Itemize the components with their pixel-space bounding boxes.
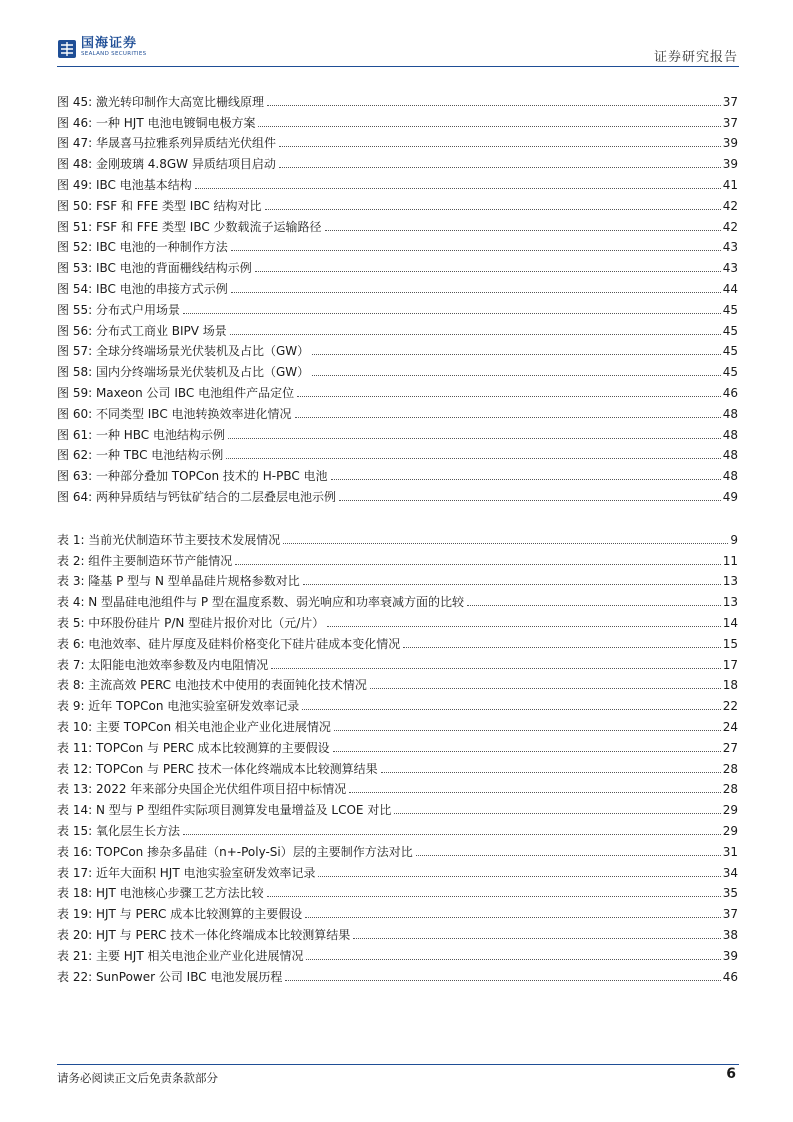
table-entry[interactable] <box>57 734 738 755</box>
dot-leader <box>339 500 721 501</box>
table-entry-label: 表 14: N 型与 P 型组件实际项目测算发电量增益及 LCOE 对比 <box>57 803 392 818</box>
table-entry[interactable] <box>57 651 738 672</box>
dot-leader <box>327 626 720 627</box>
table-entry[interactable] <box>57 526 738 547</box>
header-divider <box>57 66 739 67</box>
figure-entry[interactable] <box>57 88 738 109</box>
dot-leader <box>255 271 721 272</box>
figure-entry-label: 图 49: IBC 电池基本结构 <box>57 177 192 192</box>
table-entry-page: 28 <box>722 782 738 797</box>
dot-leader <box>331 479 721 480</box>
brand-logo <box>57 36 177 66</box>
dot-leader <box>283 543 728 544</box>
figure-entry[interactable] <box>57 150 738 171</box>
table-entry[interactable] <box>57 776 738 797</box>
page-header <box>57 36 738 66</box>
table-entry[interactable] <box>57 796 738 817</box>
figure-entry-label: 图 46: 一种 HJT 电池电镀铜电极方案 <box>57 115 256 130</box>
figure-entry[interactable] <box>57 400 738 421</box>
table-entry-page: 13 <box>722 595 738 610</box>
table-entry[interactable] <box>57 817 738 838</box>
table-entry-page: 22 <box>722 699 738 714</box>
report-type-label: 证券研究报告 <box>653 50 738 65</box>
dot-leader <box>279 167 721 168</box>
table-entry-page: 13 <box>722 574 738 589</box>
table-entry-label: 表 21: 主要 HJT 相关电池企业产业化进展情况 <box>57 948 304 963</box>
figure-entry[interactable] <box>57 462 738 483</box>
figure-entry-label: 图 59: Maxeon 公司 IBC 电池组件产品定位 <box>57 385 295 400</box>
dot-leader <box>267 105 721 106</box>
table-entry[interactable] <box>57 609 738 630</box>
table-entry-page: 9 <box>730 532 738 547</box>
table-entry-label: 表 19: HJT 与 PERC 成本比较测算的主要假设 <box>57 907 303 922</box>
figure-entry[interactable] <box>57 171 738 192</box>
disclaimer-note: 请务必阅读正文后免责条款部分 <box>57 1071 218 1085</box>
dot-leader <box>231 292 721 293</box>
dot-leader <box>226 458 720 459</box>
figure-entry-page: 48 <box>722 406 738 421</box>
table-entry-page: 34 <box>722 865 738 880</box>
dot-leader <box>302 709 720 710</box>
figure-entry-label: 图 55: 分布式户用场景 <box>57 302 180 317</box>
figure-entry-label: 图 52: IBC 电池的一种制作方法 <box>57 240 228 255</box>
table-entry-label: 表 15: 氧化层生长方法 <box>57 823 180 838</box>
table-entry-label: 表 2: 组件主要制造环节产能情况 <box>57 553 233 568</box>
dot-leader <box>370 688 721 689</box>
dot-leader <box>267 896 721 897</box>
page-number: 6 <box>726 1066 736 1082</box>
figure-entry[interactable] <box>57 338 738 359</box>
dot-leader <box>230 334 721 335</box>
figure-entry-page: 45 <box>722 302 738 317</box>
table-entry-page: 17 <box>722 657 738 672</box>
table-entry[interactable] <box>57 588 738 609</box>
table-entry-label: 表 9: 近年 TOPCon 电池实验室研发效率记录 <box>57 699 300 714</box>
figure-entry-page: 49 <box>722 489 738 504</box>
table-entry-page: 29 <box>722 803 738 818</box>
dot-leader <box>467 605 721 606</box>
table-entry-page: 31 <box>722 844 738 859</box>
dot-leader <box>271 668 720 669</box>
table-entry-label: 表 7: 太阳能电池效率参数及内电阻情况 <box>57 657 269 672</box>
figure-entry-page: 43 <box>722 261 738 276</box>
table-entry-label: 表 11: TOPCon 与 PERC 成本比较测算的主要假设 <box>57 740 330 755</box>
figure-entry-page: 41 <box>722 177 738 192</box>
figure-entry-label: 图 64: 两种异质结与钙钛矿结合的二层叠层电池示例 <box>57 489 336 504</box>
figure-entry-label: 图 51: FSF 和 FFE 类型 IBC 少数载流子运输路径 <box>57 219 322 234</box>
figure-entry-label: 图 57: 全球分终端场景光伏装机及占比（GW） <box>57 344 310 359</box>
figure-entry[interactable] <box>57 483 738 504</box>
table-entry-page: 29 <box>722 823 738 838</box>
figure-entry-page: 44 <box>722 281 738 296</box>
table-entry[interactable] <box>57 568 738 589</box>
dot-leader <box>297 396 721 397</box>
figure-entry[interactable] <box>57 192 738 213</box>
dot-leader <box>333 751 721 752</box>
figure-index-list <box>57 88 738 504</box>
table-entry-label: 表 6: 电池效率、硅片厚度及硅料价格变化下硅片硅成本变化情况 <box>57 636 401 651</box>
table-entry-page: 14 <box>722 615 738 630</box>
table-entry-page: 24 <box>722 719 738 734</box>
table-entry[interactable] <box>57 838 738 859</box>
dot-leader <box>305 917 721 918</box>
figure-entry[interactable] <box>57 421 738 442</box>
figure-entry-page: 37 <box>722 94 738 109</box>
brand-name-cn: 国海证券 <box>81 36 138 51</box>
table-entry-label: 表 10: 主要 TOPCon 相关电池企业产业化进展情况 <box>57 719 331 734</box>
table-entry[interactable] <box>57 880 738 901</box>
table-entry[interactable] <box>57 859 738 880</box>
figure-entry-label: 图 53: IBC 电池的背面栅线结构示例 <box>57 261 252 276</box>
figure-entry-page: 42 <box>722 219 738 234</box>
table-entry[interactable] <box>57 921 738 942</box>
figure-entry-page: 48 <box>722 469 738 484</box>
table-entry-label: 表 8: 主流高效 PERC 电池技术中使用的表面钝化技术情况 <box>57 678 367 693</box>
figure-entry-label: 图 45: 激光转印制作大高宽比栅线原理 <box>57 94 264 109</box>
table-entry[interactable] <box>57 900 738 921</box>
figure-entry[interactable] <box>57 296 738 317</box>
dot-leader <box>183 834 721 835</box>
dot-leader <box>416 855 721 856</box>
table-entry-page: 18 <box>722 678 738 693</box>
figure-entry-page: 48 <box>722 427 738 442</box>
figure-entry-label: 图 63: 一种部分叠加 TOPCon 技术的 H-PBC 电池 <box>57 469 328 484</box>
dot-leader <box>285 980 720 981</box>
table-entry[interactable] <box>57 713 738 734</box>
figure-entry-page: 39 <box>722 136 738 151</box>
dot-leader <box>306 959 720 960</box>
figure-entry[interactable] <box>57 109 738 130</box>
figure-entry[interactable] <box>57 234 738 255</box>
table-entry[interactable] <box>57 672 738 693</box>
figure-entry-page: 42 <box>722 198 738 213</box>
figure-entry-label: 图 47: 华晟喜马拉雅系列异质结光伏组件 <box>57 136 276 151</box>
figure-entry-page: 46 <box>722 385 738 400</box>
brand-name-en: SEALAND SECURITIES <box>81 51 147 57</box>
dot-leader <box>183 313 721 314</box>
table-entry-label: 表 18: HJT 电池核心步骤工艺方法比较 <box>57 886 264 901</box>
table-entry-page: 37 <box>722 907 738 922</box>
figure-entry-page: 45 <box>722 365 738 380</box>
dot-leader <box>394 813 720 814</box>
dot-leader <box>381 772 721 773</box>
dot-leader <box>403 647 720 648</box>
figure-entry[interactable] <box>57 379 738 400</box>
dot-leader <box>195 188 721 189</box>
table-entry-label: 表 5: 中环股份硅片 P/N 型硅片报价对比（元/片） <box>57 615 325 630</box>
figure-entry-page: 39 <box>722 157 738 172</box>
footer-divider <box>57 1064 739 1065</box>
table-entry-page: 15 <box>722 636 738 651</box>
table-entry[interactable] <box>57 942 738 963</box>
table-entry-label: 表 3: 隆基 P 型与 N 型单晶硅片规格参数对比 <box>57 574 300 589</box>
dot-leader <box>279 146 721 147</box>
table-entry[interactable] <box>57 963 738 984</box>
figure-entry-page: 37 <box>722 115 738 130</box>
figure-entry-page: 45 <box>722 344 738 359</box>
figure-entry-label: 图 56: 分布式工商业 BIPV 场景 <box>57 323 227 338</box>
table-entry-page: 35 <box>722 886 738 901</box>
dot-leader <box>353 938 721 939</box>
figure-entry[interactable] <box>57 358 738 379</box>
figure-entry-label: 图 62: 一种 TBC 电池结构示例 <box>57 448 224 463</box>
table-entry[interactable] <box>57 692 738 713</box>
dot-leader <box>231 250 721 251</box>
figure-entry-label: 图 54: IBC 电池的串接方式示例 <box>57 281 228 296</box>
dot-leader <box>349 792 720 793</box>
table-entry[interactable] <box>57 547 738 568</box>
dot-leader <box>303 584 721 585</box>
dot-leader <box>295 417 721 418</box>
table-entry-label: 表 4: N 型晶硅电池组件与 P 型在温度系数、弱光响应和功率衰减方面的比较 <box>57 595 464 610</box>
figure-entry-page: 45 <box>722 323 738 338</box>
table-entry-page: 28 <box>722 761 738 776</box>
figure-entry-label: 图 50: FSF 和 FFE 类型 IBC 结构对比 <box>57 198 262 213</box>
dot-leader <box>235 564 720 565</box>
table-entry-page: 39 <box>722 948 738 963</box>
figure-entry[interactable] <box>57 442 738 463</box>
figure-entry-label: 图 48: 金刚玻璃 4.8GW 异质结项目启动 <box>57 157 276 172</box>
dot-leader <box>228 438 721 439</box>
dot-leader <box>265 209 721 210</box>
figure-entry[interactable] <box>57 254 738 275</box>
table-entry-label: 表 12: TOPCon 与 PERC 技术一体化终端成本比较测算结果 <box>57 761 378 776</box>
dot-leader <box>312 375 721 376</box>
table-entry[interactable] <box>57 630 738 651</box>
table-entry-label: 表 22: SunPower 公司 IBC 电池发展历程 <box>57 969 283 984</box>
figure-entry-label: 图 61: 一种 HBC 电池结构示例 <box>57 427 225 442</box>
table-entry[interactable] <box>57 755 738 776</box>
table-entry-label: 表 20: HJT 与 PERC 技术一体化终端成本比较测算结果 <box>57 927 351 942</box>
figure-entry[interactable] <box>57 275 738 296</box>
figure-entry-label: 图 60: 不同类型 IBC 电池转换效率进化情况 <box>57 406 292 421</box>
figure-entry[interactable] <box>57 130 738 151</box>
table-entry-label: 表 13: 2022 年来部分央国企光伏组件项目招中标情况 <box>57 782 347 797</box>
dot-leader <box>312 354 721 355</box>
dot-leader <box>325 230 721 231</box>
table-entry-page: 46 <box>722 969 738 984</box>
table-index-list <box>57 526 738 984</box>
dot-leader <box>258 126 720 127</box>
table-entry-page: 11 <box>722 553 738 568</box>
table-entry-label: 表 16: TOPCon 掺杂多晶硅（n+-Poly-Si）层的主要制作方法对比 <box>57 844 413 859</box>
table-entry-page: 38 <box>722 927 738 942</box>
figure-entry[interactable] <box>57 213 738 234</box>
figure-entry-page: 48 <box>722 448 738 463</box>
dot-leader <box>334 730 721 731</box>
figure-entry-page: 43 <box>722 240 738 255</box>
dot-leader <box>318 876 720 877</box>
table-entry-label: 表 17: 近年大面积 HJT 电池实验室研发效率记录 <box>57 865 316 880</box>
sealand-logo-icon <box>57 38 77 60</box>
figure-entry-label: 图 58: 国内分终端场景光伏装机及占比（GW） <box>57 365 310 380</box>
figure-entry[interactable] <box>57 317 738 338</box>
table-entry-page: 27 <box>722 740 738 755</box>
table-entry-label: 表 1: 当前光伏制造环节主要技术发展情况 <box>57 532 281 547</box>
